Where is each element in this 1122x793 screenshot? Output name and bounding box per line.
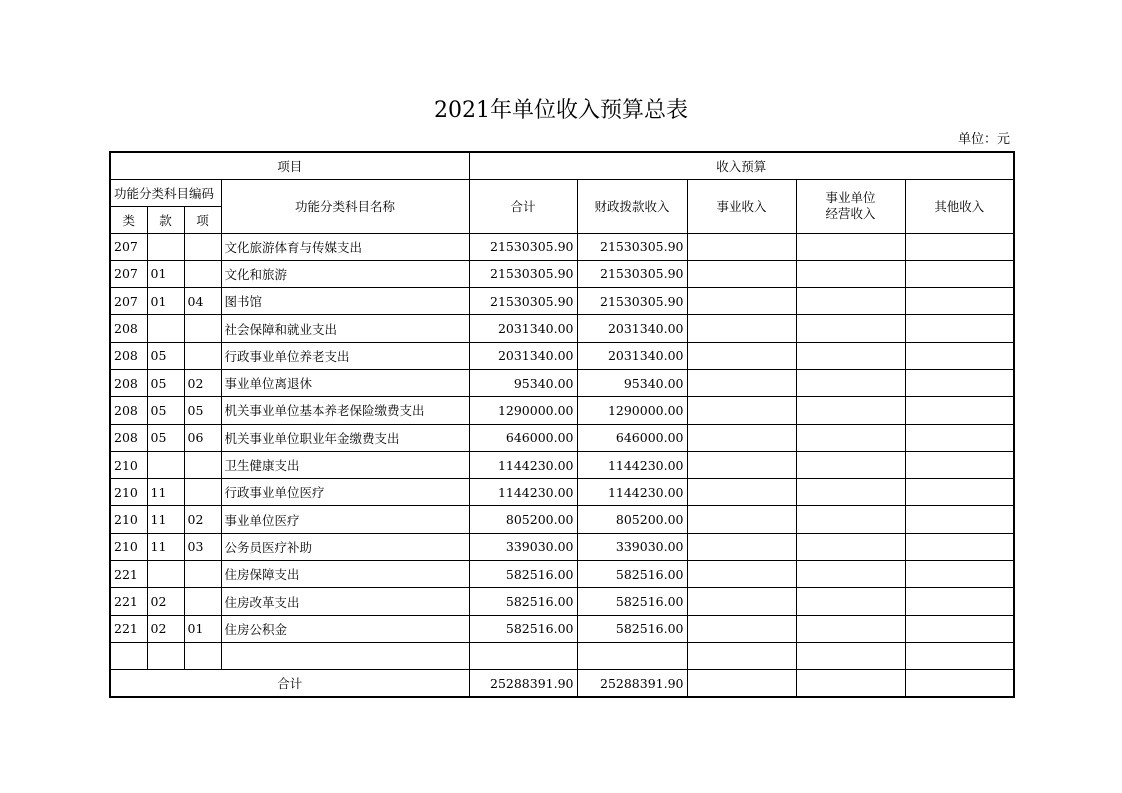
cell-class: 210 (110, 506, 147, 533)
table-row (110, 479, 1014, 506)
cell-name: 机关事业单位基本养老保险缴费支出 (221, 397, 469, 424)
cell-section: 02 (147, 588, 184, 615)
total-row (110, 670, 1014, 697)
cell-fiscal: 21530305.90 (577, 288, 687, 315)
cell-section (147, 561, 184, 588)
cell-operating (796, 479, 905, 506)
cell-class: 207 (110, 260, 147, 287)
cell-other (905, 451, 1014, 478)
cell-total: 1144230.00 (469, 451, 577, 478)
cell-section: 11 (147, 506, 184, 533)
cell-operating (796, 588, 905, 615)
cell-other (905, 288, 1014, 315)
footer-business (687, 670, 796, 697)
cell-operating (796, 342, 905, 369)
cell-total: 2031340.00 (469, 342, 577, 369)
cell-other (905, 397, 1014, 424)
cell-operating (796, 288, 905, 315)
table-row (110, 342, 1014, 369)
cell-operating (796, 315, 905, 342)
cell-other (905, 315, 1014, 342)
cell-name: 图书馆 (221, 288, 469, 315)
cell-total: 582516.00 (469, 561, 577, 588)
cell-other (905, 533, 1014, 560)
cell-class: 208 (110, 315, 147, 342)
header-other: 其他收入 (905, 179, 1014, 233)
cell-fiscal: 1144230.00 (577, 479, 687, 506)
cell-other (905, 615, 1014, 642)
cell-item: 05 (184, 397, 221, 424)
table-row (110, 315, 1014, 342)
cell-fiscal: 2031340.00 (577, 315, 687, 342)
cell-business (687, 260, 796, 287)
cell-class: 207 (110, 233, 147, 260)
cell-section (147, 642, 184, 669)
cell-business (687, 288, 796, 315)
cell-name: 住房保障支出 (221, 561, 469, 588)
cell-class: 207 (110, 288, 147, 315)
cell-fiscal: 21530305.90 (577, 233, 687, 260)
cell-class: 221 (110, 615, 147, 642)
cell-section: 02 (147, 615, 184, 642)
cell-class: 210 (110, 479, 147, 506)
cell-operating (796, 397, 905, 424)
header-code-item: 项 (184, 206, 221, 233)
table-row (110, 369, 1014, 396)
header-operating-line2: 经营收入 (825, 206, 876, 221)
table-row (110, 506, 1014, 533)
table-row (110, 260, 1014, 287)
table-row (110, 615, 1014, 642)
table-row (110, 233, 1014, 260)
cell-fiscal: 582516.00 (577, 615, 687, 642)
cell-class: 208 (110, 397, 147, 424)
cell-name: 卫生健康支出 (221, 451, 469, 478)
cell-name: 行政事业单位医疗 (221, 479, 469, 506)
cell-name: 文化和旅游 (221, 260, 469, 287)
cell-section: 05 (147, 397, 184, 424)
table-row (110, 451, 1014, 478)
header-code-section: 款 (147, 206, 184, 233)
header-income-budget: 收入预算 (469, 152, 1014, 179)
cell-class: 208 (110, 369, 147, 396)
cell-business (687, 561, 796, 588)
cell-other (905, 342, 1014, 369)
footer-label: 合计 (110, 670, 469, 697)
cell-class: 221 (110, 588, 147, 615)
cell-operating (796, 451, 905, 478)
header-operating-line1: 事业单位 (825, 190, 876, 205)
cell-name (221, 642, 469, 669)
cell-fiscal: 1290000.00 (577, 397, 687, 424)
cell-other (905, 588, 1014, 615)
cell-section: 01 (147, 288, 184, 315)
cell-business (687, 588, 796, 615)
cell-total: 582516.00 (469, 615, 577, 642)
cell-section: 01 (147, 260, 184, 287)
table-row (110, 642, 1014, 669)
table-row (110, 561, 1014, 588)
cell-business (687, 424, 796, 451)
cell-total: 339030.00 (469, 533, 577, 560)
table-row (110, 533, 1014, 560)
cell-operating (796, 533, 905, 560)
cell-business (687, 451, 796, 478)
cell-fiscal: 95340.00 (577, 369, 687, 396)
cell-item: 03 (184, 533, 221, 560)
cell-total: 1290000.00 (469, 397, 577, 424)
cell-name: 公务员医疗补助 (221, 533, 469, 560)
cell-fiscal: 1144230.00 (577, 451, 687, 478)
cell-class: 208 (110, 342, 147, 369)
cell-fiscal: 646000.00 (577, 424, 687, 451)
cell-other (905, 561, 1014, 588)
cell-class: 210 (110, 451, 147, 478)
cell-item (184, 588, 221, 615)
unit-label: 单位：元 (957, 132, 1010, 147)
cell-item: 01 (184, 615, 221, 642)
cell-other (905, 424, 1014, 451)
cell-item: 02 (184, 369, 221, 396)
cell-section (147, 233, 184, 260)
cell-class (110, 642, 147, 669)
header-business: 事业收入 (687, 179, 796, 233)
cell-name: 文化旅游体育与传媒支出 (221, 233, 469, 260)
cell-operating (796, 642, 905, 669)
cell-item (184, 479, 221, 506)
cell-section: 11 (147, 533, 184, 560)
header-total: 合计 (469, 179, 577, 233)
header-code-class: 类 (110, 206, 147, 233)
cell-total: 21530305.90 (469, 260, 577, 287)
cell-business (687, 315, 796, 342)
header-code-group: 功能分类科目编码 (110, 179, 221, 206)
cell-business (687, 479, 796, 506)
cell-operating (796, 615, 905, 642)
cell-business (687, 533, 796, 560)
header-name: 功能分类科目名称 (221, 179, 469, 233)
cell-section (147, 315, 184, 342)
cell-name: 事业单位离退休 (221, 369, 469, 396)
cell-item: 04 (184, 288, 221, 315)
cell-name: 社会保障和就业支出 (221, 315, 469, 342)
cell-operating (796, 424, 905, 451)
cell-item: 02 (184, 506, 221, 533)
header-project: 项目 (110, 152, 469, 179)
cell-total: 646000.00 (469, 424, 577, 451)
cell-name: 机关事业单位职业年金缴费支出 (221, 424, 469, 451)
document-title: 2021年单位收入预算总表 (434, 98, 688, 123)
cell-item (184, 260, 221, 287)
cell-item (184, 342, 221, 369)
cell-class: 221 (110, 561, 147, 588)
cell-operating (796, 506, 905, 533)
cell-item (184, 315, 221, 342)
cell-other (905, 506, 1014, 533)
cell-item (184, 561, 221, 588)
cell-section: 05 (147, 369, 184, 396)
cell-item (184, 642, 221, 669)
footer-other (905, 670, 1014, 697)
cell-total: 2031340.00 (469, 315, 577, 342)
cell-name: 住房公积金 (221, 615, 469, 642)
cell-section: 05 (147, 342, 184, 369)
cell-business (687, 233, 796, 260)
cell-business (687, 342, 796, 369)
cell-item (184, 233, 221, 260)
cell-other (905, 233, 1014, 260)
cell-fiscal: 582516.00 (577, 561, 687, 588)
cell-other (905, 260, 1014, 287)
cell-operating (796, 369, 905, 396)
cell-total: 21530305.90 (469, 233, 577, 260)
cell-section: 05 (147, 424, 184, 451)
cell-fiscal: 339030.00 (577, 533, 687, 560)
cell-operating (796, 233, 905, 260)
cell-fiscal: 21530305.90 (577, 260, 687, 287)
cell-business (687, 397, 796, 424)
cell-total: 21530305.90 (469, 288, 577, 315)
cell-other (905, 369, 1014, 396)
cell-total: 805200.00 (469, 506, 577, 533)
footer-fiscal: 25288391.90 (577, 670, 687, 697)
table-row (110, 424, 1014, 451)
cell-operating (796, 260, 905, 287)
cell-operating (796, 561, 905, 588)
cell-section (147, 451, 184, 478)
cell-section: 11 (147, 479, 184, 506)
cell-business (687, 642, 796, 669)
cell-other (905, 479, 1014, 506)
cell-other (905, 642, 1014, 669)
header-fiscal: 财政拨款收入 (577, 179, 687, 233)
cell-fiscal (577, 642, 687, 669)
cell-name: 事业单位医疗 (221, 506, 469, 533)
cell-fiscal: 2031340.00 (577, 342, 687, 369)
cell-total: 1144230.00 (469, 479, 577, 506)
income-budget-table (109, 151, 1015, 698)
footer-total: 25288391.90 (469, 670, 577, 697)
cell-total (469, 642, 577, 669)
cell-item: 06 (184, 424, 221, 451)
cell-total: 582516.00 (469, 588, 577, 615)
cell-item (184, 451, 221, 478)
footer-operating (796, 670, 905, 697)
header-operating (796, 179, 905, 233)
table-row (110, 397, 1014, 424)
cell-business (687, 615, 796, 642)
table-row (110, 288, 1014, 315)
cell-class: 208 (110, 424, 147, 451)
cell-fiscal: 805200.00 (577, 506, 687, 533)
cell-business (687, 369, 796, 396)
cell-name: 行政事业单位养老支出 (221, 342, 469, 369)
cell-total: 95340.00 (469, 369, 577, 396)
cell-name: 住房改革支出 (221, 588, 469, 615)
cell-class: 210 (110, 533, 147, 560)
table-row (110, 588, 1014, 615)
cell-fiscal: 582516.00 (577, 588, 687, 615)
cell-business (687, 506, 796, 533)
